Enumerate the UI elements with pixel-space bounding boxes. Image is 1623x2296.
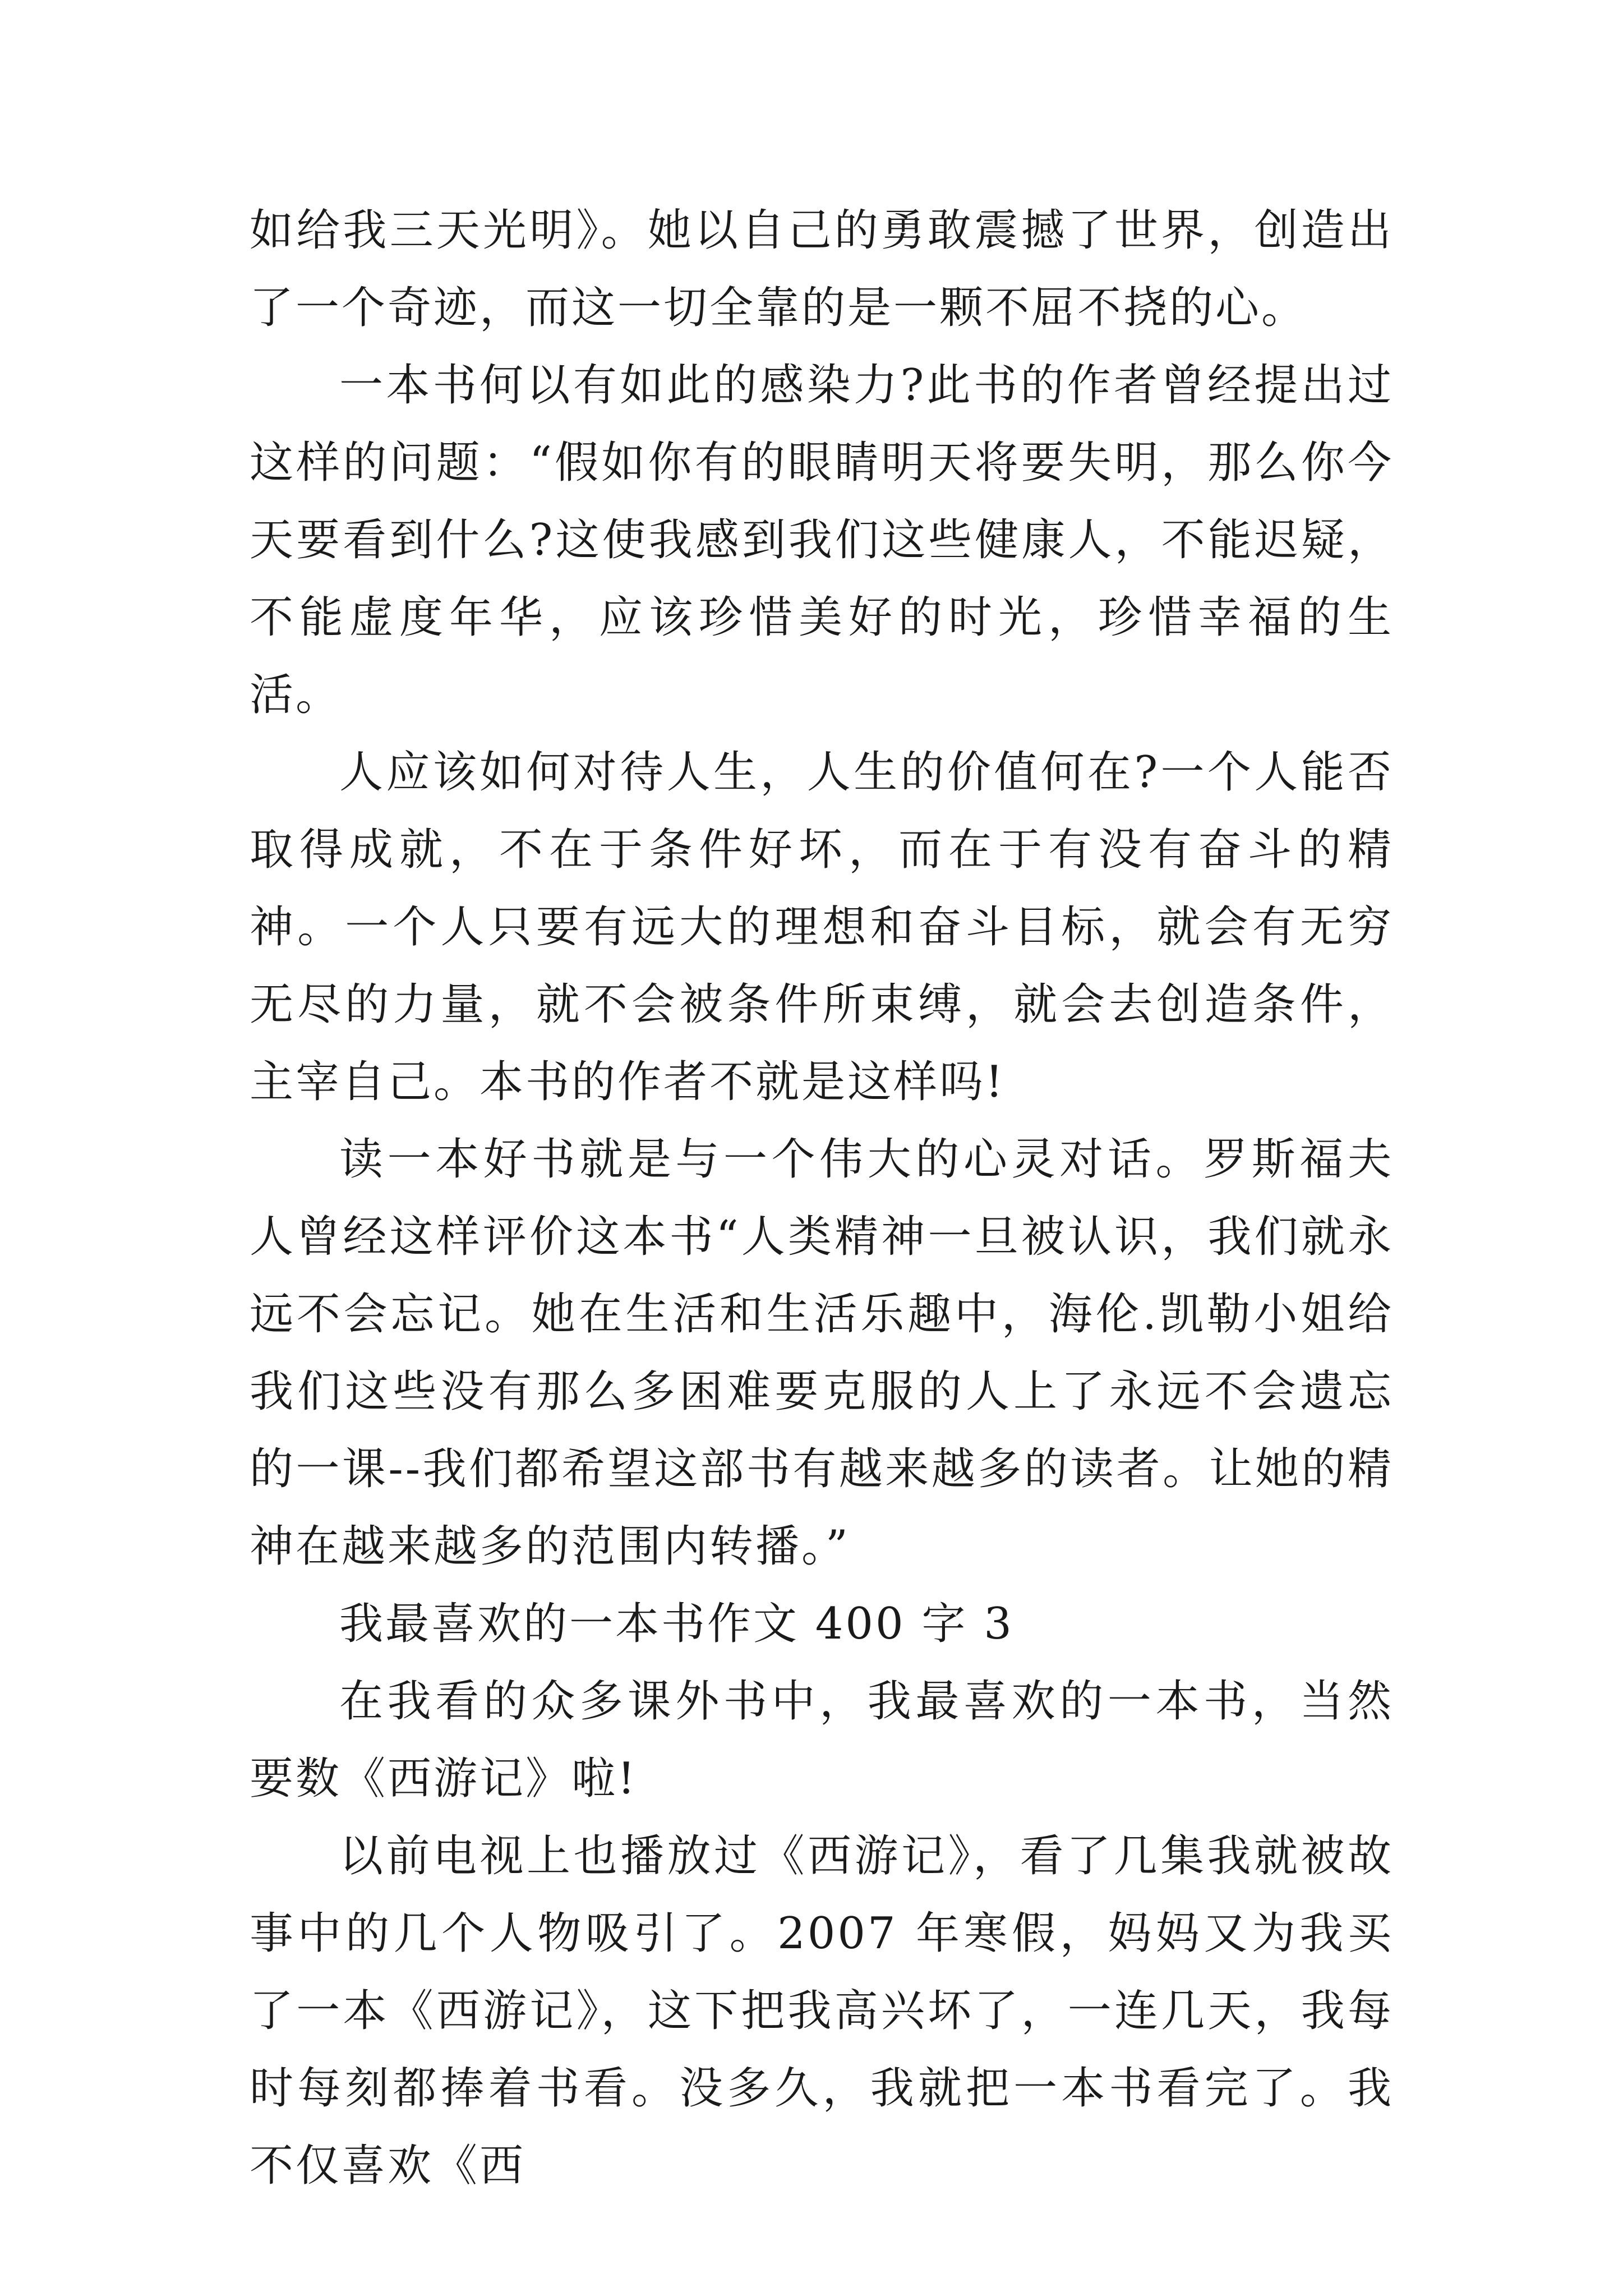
paragraph-5: 在我看的众多课外书中，我最喜欢的一本书，当然要数《西游记》啦! (250, 1676, 1394, 1804)
paragraph-3: 人应该如何对待人生，人生的价值何在?一个人能否取得成就，不在于条件好坏，而在于有没有奋斗的精神。一个人只要有远大的理想和奋斗目标，就会有无穷无尽的力量，就不会被条件所束缚，就会去创造条件，主宰自己。本书的作者不就是这样吗! (250, 747, 1394, 1107)
paragraph-6: 以前电视上也播放过《西游记》，看了几集我就被故事中的几个人物吸引了。2007 年寒假，妈妈又为我买了一本《西游记》，这下把我高兴坏了，一连几天，我每时每刻都捧着书看。没多久，我就把一本书看完了。我不仅喜欢《西 (250, 1831, 1394, 2191)
paragraph-4: 读一本好书就是与一个伟大的心灵对话。罗斯福夫人曾经这样评价这本书“人类精神一旦被认识，我们就永远不会忘记。她在生活和生活乐趣中，海伦.凯勒小姐给我们这些没有那么多困难要克服的人上了永远不会遗忘的一课--我们都希望这部书有越来越多的读者。让她的精神在越来越多的范围内转播。” (250, 1134, 1394, 1572)
document-body (250, 192, 1394, 2205)
paragraph-1: 如给我三天光明》。她以自己的勇敢震撼了世界，创造出了一个奇迹，而这一切全靠的是一颗不屈不挠的心。 (250, 205, 1394, 333)
paragraph-2: 一本书何以有如此的感染力?此书的作者曾经提出过这样的问题：“假如你有的眼睛明天将要失明，那么你今天要看到什么?这使我感到我们这些健康人，不能迟疑，不能虚度年华，应该珍惜美好的时光，珍惜幸福的生活。 (250, 360, 1394, 720)
section-heading: 我最喜欢的一本书作文 400 字 3 (339, 1599, 1014, 1649)
